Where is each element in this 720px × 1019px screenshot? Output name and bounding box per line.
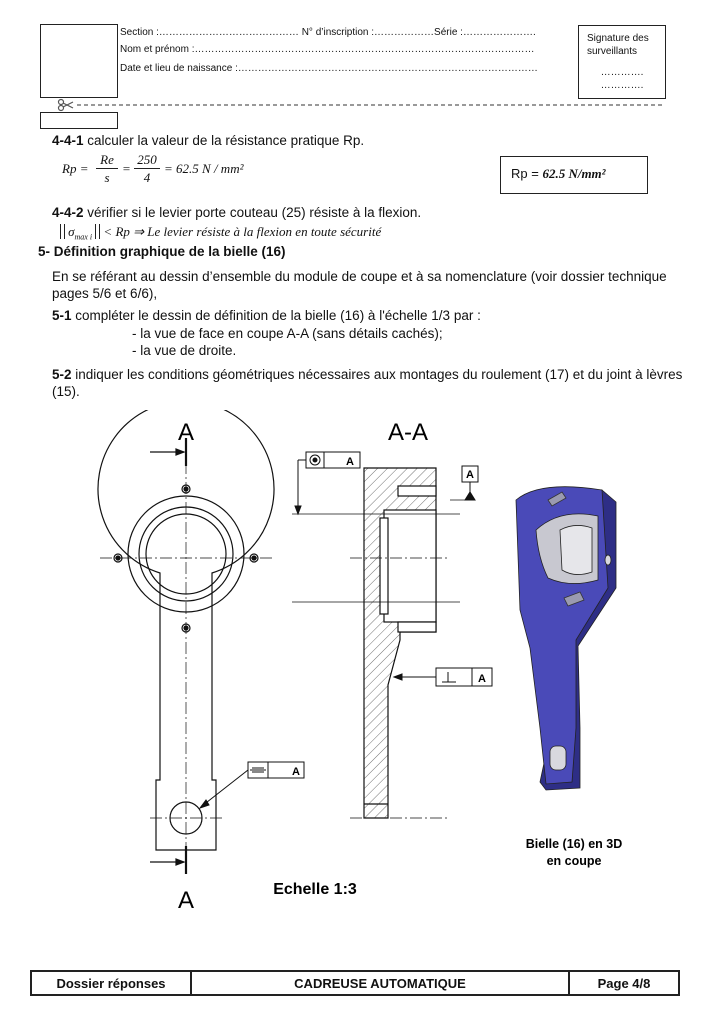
footer-left: Dossier réponses (32, 972, 192, 994)
cut-label-bottom: A (177, 887, 195, 914)
datum-letter: A (466, 469, 474, 481)
section-title: A-A (387, 419, 429, 446)
section-field[interactable]: Section :…………………………………… N° d’inscription :………………Série :…………………. (120, 27, 536, 38)
q52-heading (52, 366, 692, 400)
photo-box (40, 24, 118, 98)
scissors-icon (59, 100, 74, 111)
sigma-symbol: σ (68, 224, 75, 239)
q442-number: 4-4-2 (52, 205, 84, 220)
scale-label: Echelle 1:3 (273, 881, 357, 898)
perpendicularity-datum: A (478, 673, 486, 685)
symmetry-datum: A (292, 766, 300, 778)
frac2-num: 250 (134, 152, 160, 169)
footer-center: CADREUSE AUTOMATIQUE (192, 972, 570, 994)
cut-label-top: A (177, 419, 195, 446)
answer-label: Rp = (511, 166, 543, 181)
equals-sign: = (122, 161, 131, 176)
q51-text: compléter le dessin de définition de la bielle (16) à l'échelle 1/3 par : (71, 308, 481, 323)
frac1-num: Re (96, 152, 118, 169)
number-box (40, 112, 118, 129)
q441-text: calculer la valeur de la résistance pratique Rp. (83, 133, 365, 148)
formula-lhs: Rp = (62, 161, 89, 176)
q442-formula (60, 224, 381, 242)
q51-item-1: - la vue de face en coupe A-A (sans détails cachés); (132, 326, 443, 341)
q442-heading (52, 205, 421, 220)
cut-line (55, 98, 667, 112)
birth-field[interactable]: Date et lieu de naissance :……………………………………………………………………………… (120, 63, 538, 74)
section5-title: 5- Définition graphique de la bielle (16) (38, 244, 286, 259)
formula-conclusion: < Rp ⇒ Le levier résiste à la flexion en toute sécurité (103, 224, 382, 239)
footer (30, 970, 680, 996)
q51-heading (52, 308, 481, 323)
signature-box (578, 25, 666, 99)
q52-text: indiquer les conditions géométriques nécessaires aux montages du roulement (17) et du joint à lèvres (15). (52, 367, 683, 399)
bielle-3d-view (516, 487, 616, 790)
q441-number: 4-4-1 (52, 133, 84, 148)
name-field[interactable]: Nom et prénom :………………………………………………………………………………………… (120, 44, 535, 55)
front-view (98, 410, 274, 874)
sigma-sub: max i (74, 232, 93, 242)
section-view (292, 468, 460, 818)
q442-text: vérifier si le levier porte couteau (25) résiste à la flexion. (83, 205, 422, 220)
section5-intro: En se référant au dessin d’ensemble du module de coupe et à sa nomenclature (voir dossier technique pages 5/6 et 6/6), (52, 269, 667, 301)
formula-result: = 62.5 N / mm² (164, 161, 244, 176)
frac2-den: 4 (143, 170, 151, 185)
frac1-den: s (104, 170, 110, 185)
signature-label: Signature des surveillants (587, 33, 649, 57)
footer-right: Page 4/8 (597, 975, 651, 991)
signature-dots-2: …………. (600, 80, 644, 91)
answer-value: 62.5 N/mm² (542, 166, 606, 181)
q441-heading (52, 133, 364, 148)
signature-dots-1: …………. (600, 67, 644, 78)
concentricity-datum: A (346, 456, 354, 468)
caption-line-2: en coupe (546, 854, 602, 868)
answer-box[interactable] (500, 156, 648, 194)
q52-number: 5-2 (52, 367, 72, 382)
caption-line-1: Bielle (16) en 3D (525, 837, 623, 851)
q51-item-2: - la vue de droite. (132, 343, 237, 358)
q51-number: 5-1 (52, 308, 72, 323)
technical-drawing (0, 410, 720, 920)
